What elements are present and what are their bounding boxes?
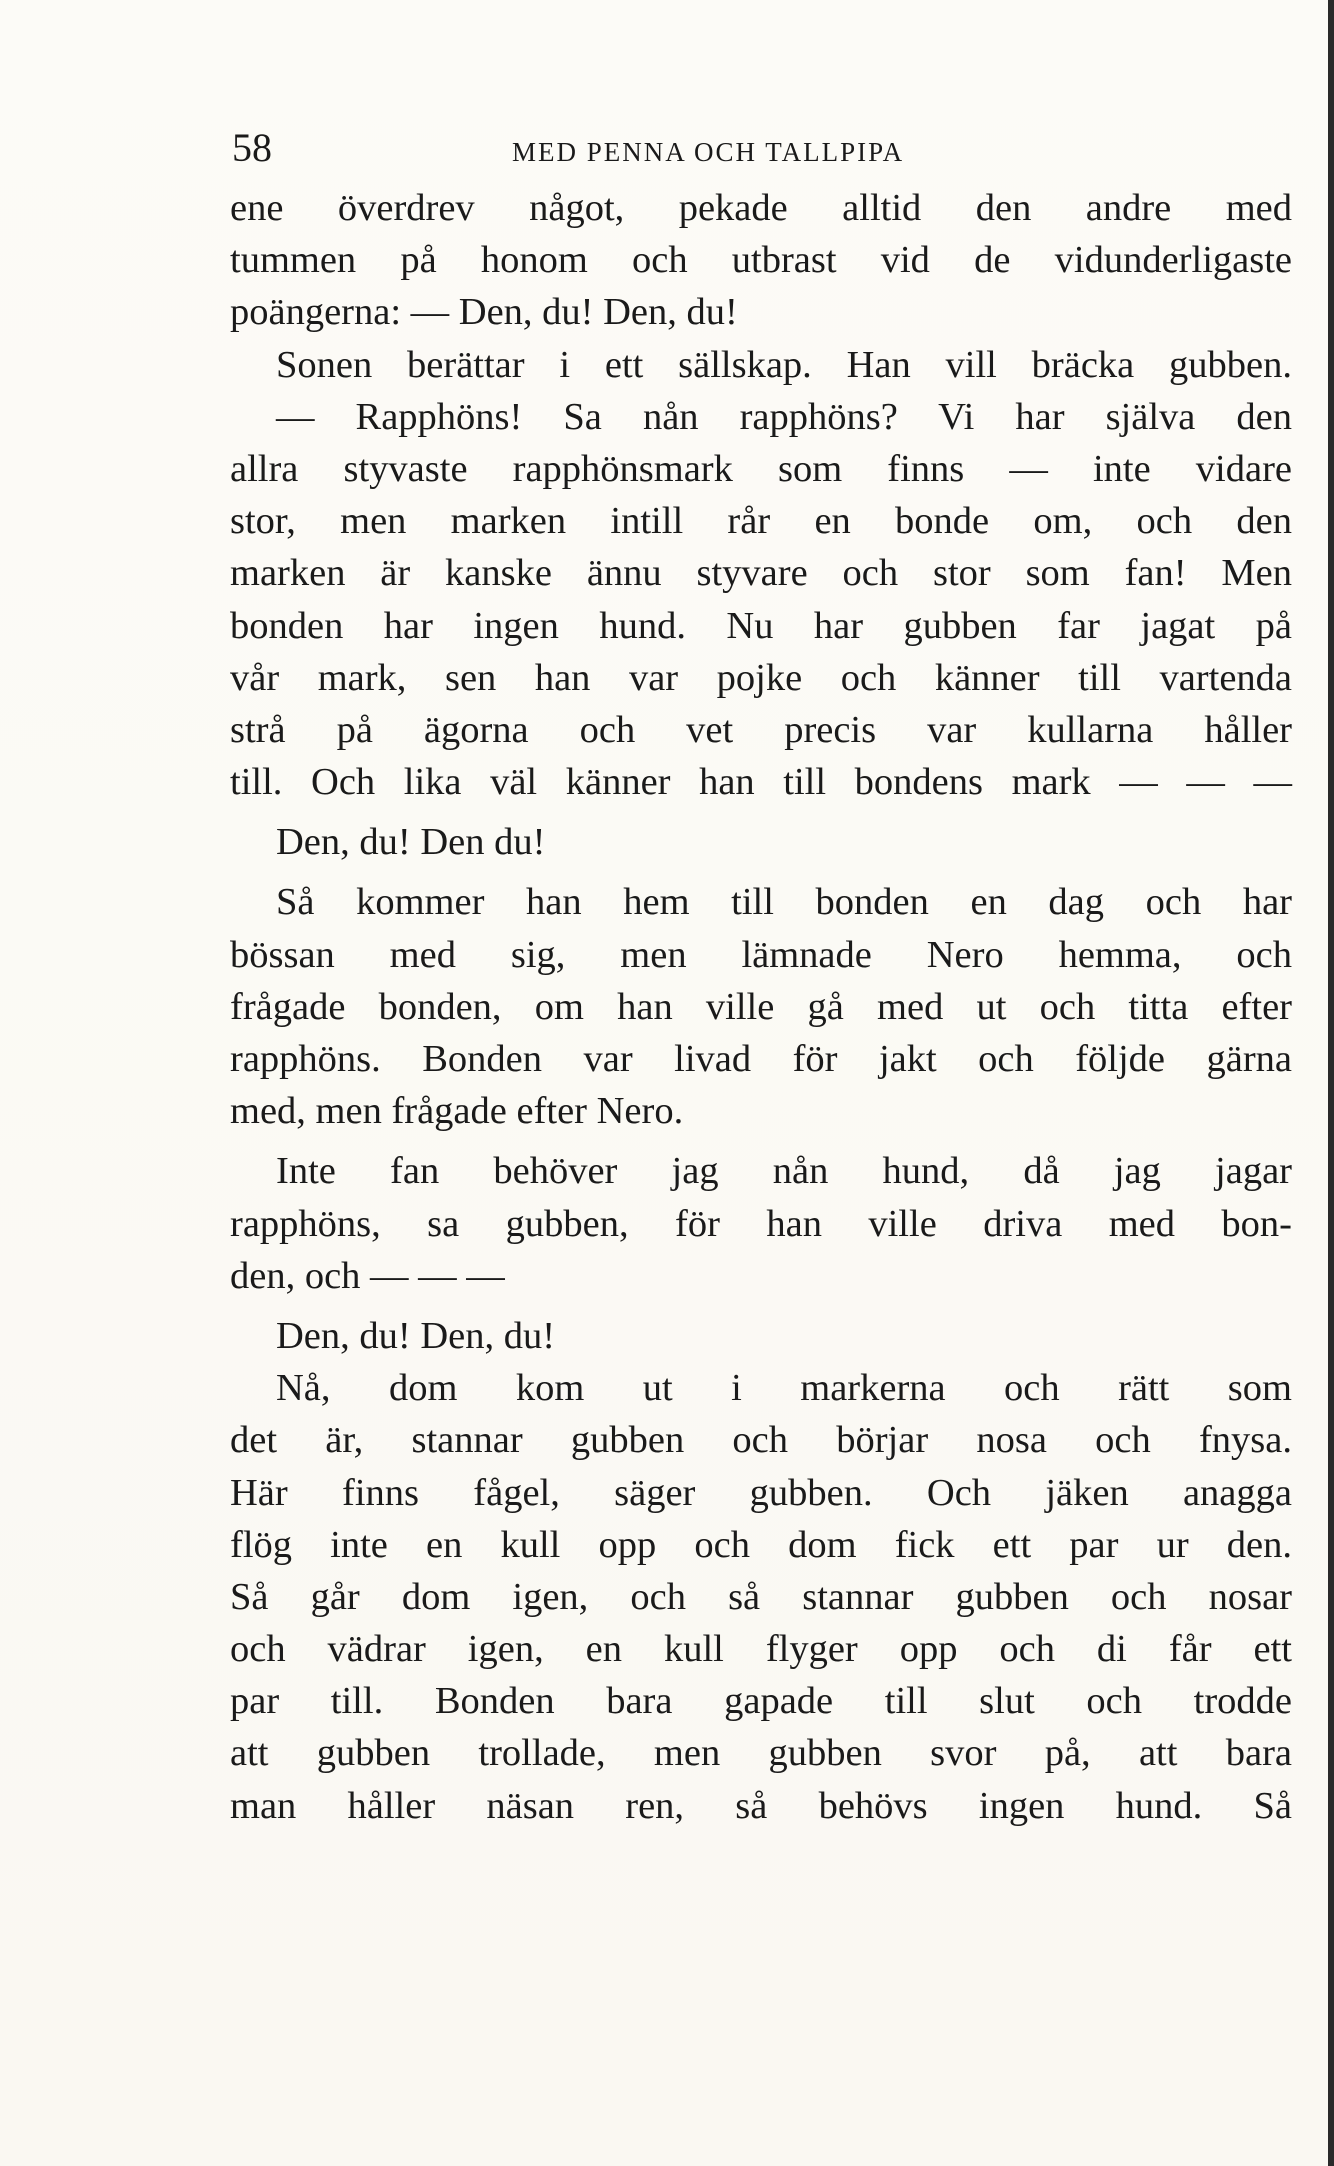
text-line: allra styvaste rapphönsmark som finns — inte vidare [230, 447, 1292, 490]
text-line: Den, du! Den du! [276, 821, 546, 864]
text-line: strå på ägorna och vet precis var kullarna håller [230, 708, 1292, 751]
text-line: stor, men marken intill rår en bonde om, och den [230, 500, 1292, 543]
text-line: Så kommer han hem till bonden en dag och har [276, 881, 1292, 924]
text-line: bössan med sig, men lämnade Nero hemma, och [230, 933, 1292, 976]
text-line: Här finns fågel, säger gubben. Och jäken anagga [230, 1471, 1292, 1514]
body-text [230, 182, 1292, 1832]
text-line: vår mark, sen han var pojke och känner till vartenda [230, 656, 1292, 699]
text-line: marken är kanske ännu styvare och stor som fan! Men [230, 552, 1292, 595]
running-title: MED PENNA OCH TALLPIPA [512, 137, 905, 167]
text-line: ene överdrev något, pekade alltid den andre med [230, 187, 1292, 229]
text-line: tummen på honom och utbrast vid de vidunderligaste [230, 239, 1292, 282]
text-line: att gubben trollade, men gubben svor på, att bara [230, 1732, 1292, 1775]
text-line: med, men frågade efter Nero. [230, 1090, 684, 1133]
text-line: rapphöns, sa gubben, för han ville driva med bon- [230, 1202, 1292, 1245]
text-line: Nå, dom kom ut i markerna och rätt som [276, 1367, 1292, 1410]
page-header [232, 118, 1292, 178]
text-line: Den, du! Den, du! [276, 1314, 556, 1357]
text-line: Sonen berättar i ett sällskap. Han vill bräcka gubben. [276, 343, 1292, 386]
text-line: det är, stannar gubben och börjar nosa och fnysa. [230, 1419, 1292, 1462]
text-line: Så går dom igen, och så stannar gubben och nosar [230, 1575, 1292, 1618]
text-line: frågade bonden, om han ville gå med ut och titta efter [230, 985, 1292, 1028]
page-edge-shadow [1328, 0, 1334, 2166]
text-line: — Rapphöns! Sa nån rapphöns? Vi har själva den [276, 395, 1292, 438]
text-line: och vädrar igen, en kull flyger opp och di får ett [230, 1628, 1292, 1671]
text-line: poängerna: — Den, du! Den, du! [230, 291, 738, 334]
text-line: flög inte en kull opp och dom fick ett par ur den. [230, 1523, 1292, 1566]
text-line: man håller näsan ren, så behövs ingen hund. Så [230, 1784, 1292, 1827]
text-line: Inte fan behöver jag nån hund, då jag jagar [276, 1150, 1292, 1193]
text-line: bonden har ingen hund. Nu har gubben far jagat på [230, 604, 1292, 647]
page-number: 58 [232, 125, 272, 170]
text-line: rapphöns. Bonden var livad för jakt och följde gärna [230, 1038, 1292, 1080]
text-line: till. Och lika väl känner han till bondens mark — — — [230, 761, 1292, 804]
text-line: par till. Bonden bara gapade till slut och trodde [230, 1680, 1292, 1723]
text-line: den, och — — — [230, 1254, 505, 1297]
